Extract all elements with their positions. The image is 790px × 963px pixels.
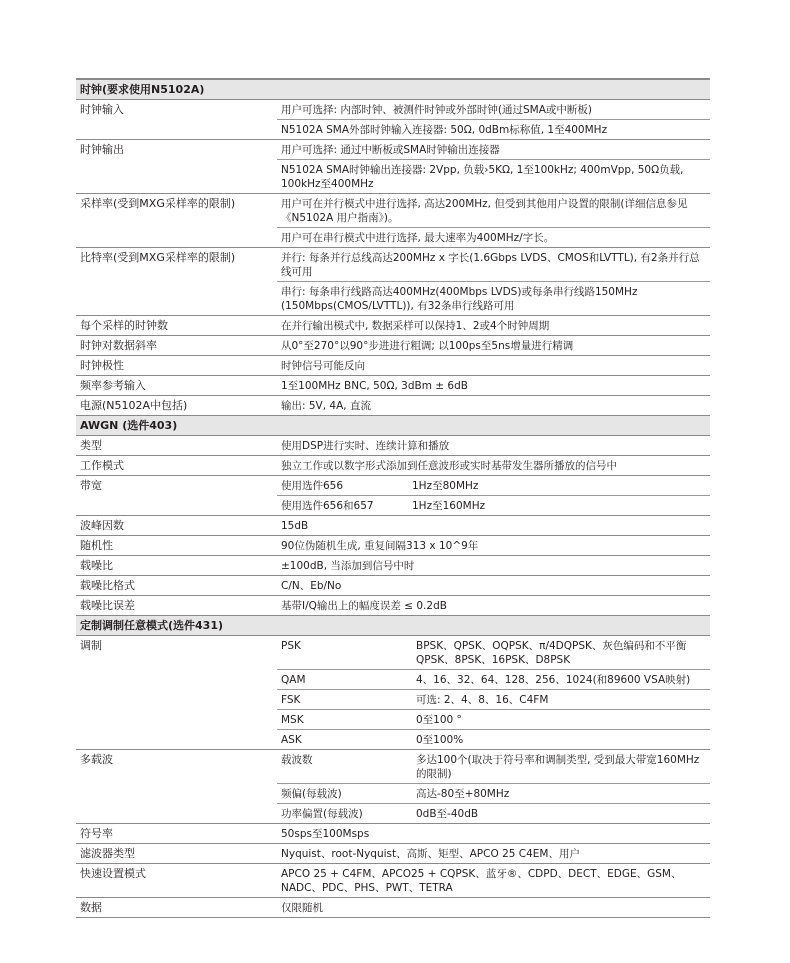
row-value: APCO 25 + C4FM、APCO25 + CQPSK、蓝牙®、CDPD、DECT、EDGE、GSM、NADC、PDC、PHS、PWT、TETRA [281, 868, 682, 894]
row-label: 每个采样的时钟数 [80, 319, 168, 332]
row-label: 时钟对数据斜率 [80, 339, 157, 352]
table-row [76, 396, 710, 416]
table-row [76, 844, 710, 864]
row-label: 数据 [80, 901, 102, 914]
row-label: 快速设置模式 [80, 867, 146, 880]
sub-value: 多达100个(取决于符号率和调制类型, 受到最大带宽160MHz的限制) [416, 754, 700, 780]
table-row [76, 556, 710, 576]
row-value: ±100dB, 当添加到信号中时 [281, 560, 415, 572]
sub-key: PSK [281, 640, 301, 652]
sub-value: 0至100 ° [416, 714, 462, 726]
row-value: 90位伪随机生成, 重复间隔313 x 10^9年 [281, 540, 479, 552]
row-value: 50sps至100Msps [281, 828, 370, 840]
sub-value: 可选: 2、4、8、16、C4FM [416, 694, 549, 706]
table-row [76, 476, 710, 516]
sub-key: 功率偏置(每载波) [281, 808, 363, 820]
row-value: 从0°至270°以90°步进进行粗调; 以100ps至5ns增量进行精调 [281, 340, 574, 352]
sub-value: 4、16、32、64、128、256、1024(和89600 VSA映射) [416, 674, 691, 686]
table-row [76, 596, 710, 616]
table-row [76, 248, 710, 316]
table-row [76, 750, 710, 824]
row-value: C/N、Eb/No [281, 580, 342, 592]
row-label: 调制 [80, 639, 102, 652]
row-label: 带宽 [80, 479, 102, 492]
row-label: 时钟极性 [80, 359, 124, 372]
table-row [76, 516, 710, 536]
sub-row [277, 496, 710, 515]
row-label: 载噪比格式 [80, 579, 135, 592]
row-label: 滤波器类型 [80, 847, 135, 860]
row-label: 载噪比 [80, 559, 113, 572]
row-value: 用户可选择: 通过中断板或SMA时钟输出连接器 [277, 140, 710, 160]
table-row [76, 456, 710, 476]
sub-value: 1Hz至80MHz [412, 480, 479, 492]
sub-value: 1Hz至160MHz [412, 500, 486, 512]
sub-key: 载波数 [281, 754, 313, 766]
sub-row [277, 710, 710, 730]
row-label: 时钟输入 [80, 103, 124, 116]
table-row [76, 824, 710, 844]
table-row [76, 194, 710, 248]
row-value: 用户可在串行模式中进行选择, 最大速率为400MHz/字长。 [281, 232, 555, 244]
table-row [76, 536, 710, 556]
row-value: 串行: 每条串行线路高达400MHz(400Mbps LVDS)或每条串行线路150MHz (150Mbps(CMOS/LVTTL)), 有32条串行线路可用 [281, 286, 638, 312]
section-header-awgn: AWGN (选件403) [76, 416, 710, 436]
sub-value: 高达-80至+80MHz [416, 788, 510, 800]
table-row [76, 376, 710, 396]
row-value: N5102A SMA时钟输出连接器: 2Vpp, 负载›5KΩ, 1至100kHz; 400mVpp, 50Ω负载, 100kHz至400MHz [281, 164, 684, 190]
sub-key: ASK [281, 734, 302, 746]
row-value: 输出: 5V, 4A, 直流 [281, 400, 371, 412]
row-value: 1至100MHz BNC, 50Ω, 3dBm ± 6dB [281, 380, 468, 392]
row-label: 比特率(受到MXG采样率的限制) [80, 251, 236, 264]
row-value: 使用DSP进行实时、连续计算和播放 [281, 440, 450, 452]
sub-row [277, 670, 710, 690]
table-row [76, 636, 710, 750]
row-label: 类型 [80, 439, 102, 452]
table-row [76, 336, 710, 356]
row-label: 采样率(受到MXG采样率的限制) [80, 197, 236, 210]
sub-row [277, 690, 710, 710]
sub-key: MSK [281, 714, 304, 726]
row-label: 频率参考输入 [80, 379, 146, 392]
row-value: Nyquist、root-Nyquist、高斯、矩型、APCO 25 C4EM、用户 [281, 848, 580, 860]
row-value: 用户可在并行模式中进行选择, 高达200MHz, 但受到其他用户设置的限制(详细信息参见《N5102A 用户指南》)。 [277, 194, 710, 228]
sub-row [277, 750, 710, 784]
table-row [76, 100, 710, 140]
sub-key: 使用选件656和657 [281, 500, 374, 512]
table-row [76, 898, 710, 918]
section-header-custom-modulation: 定制调制任意模式(选件431) [76, 616, 710, 636]
row-value: 并行: 每条并行总线高达200MHz x 字长(1.6Gbps LVDS、CMOS和LVTTL), 有2条并行总线可用 [277, 248, 710, 282]
row-label: 工作模式 [80, 459, 124, 472]
sub-value: 0dB至-40dB [416, 808, 479, 820]
row-label: 载噪比误差 [80, 599, 135, 612]
row-value: 用户可选择: 内部时钟、被测件时钟或外部时钟(通过SMA或中断板) [277, 100, 710, 120]
sub-row [277, 804, 710, 823]
row-value: 15dB [281, 520, 309, 532]
table-row [76, 140, 710, 194]
row-value: 在并行输出模式中, 数据采样可以保持1、2或4个时钟周期 [281, 320, 550, 332]
sub-key: QAM [281, 674, 306, 686]
row-value: 基带I/Q输出上的幅度误差 ≤ 0.2dB [281, 600, 447, 612]
sub-value: 0至100% [416, 734, 464, 746]
table-row [76, 864, 710, 898]
row-label: 波峰因数 [80, 519, 124, 532]
row-value: 独立工作或以数字形式添加到任意波形或实时基带发生器所播放的信号中 [281, 460, 617, 472]
section-header-clock: 时钟(要求使用N5102A) [76, 80, 710, 100]
row-label: 时钟输出 [80, 143, 124, 156]
sub-row [277, 784, 710, 804]
row-value: N5102A SMA外部时钟输入连接器: 50Ω, 0dBm标称值, 1至400MHz [281, 124, 608, 136]
sub-key: 频偏(每载波) [281, 788, 342, 800]
table-row [76, 436, 710, 456]
sub-row [277, 476, 710, 496]
sub-row [277, 730, 710, 749]
table-row [76, 576, 710, 596]
table-row [76, 316, 710, 336]
row-value: 时钟信号可能反向 [281, 360, 365, 372]
sub-value: BPSK、QPSK、OQPSK、π/4DQPSK、灰色编码和不平衡QPSK、8PSK、16PSK、D8PSK [416, 640, 687, 666]
row-label: 符号率 [80, 827, 113, 840]
row-label: 多载波 [80, 753, 113, 766]
spec-table [76, 78, 710, 918]
sub-key: FSK [281, 694, 301, 706]
row-value: 仅限随机 [281, 902, 323, 914]
sub-key: 使用选件656 [281, 480, 344, 492]
sub-row [277, 636, 710, 670]
table-row [76, 356, 710, 376]
row-label: 电源(N5102A中包括) [80, 399, 188, 412]
row-label: 随机性 [80, 539, 113, 552]
